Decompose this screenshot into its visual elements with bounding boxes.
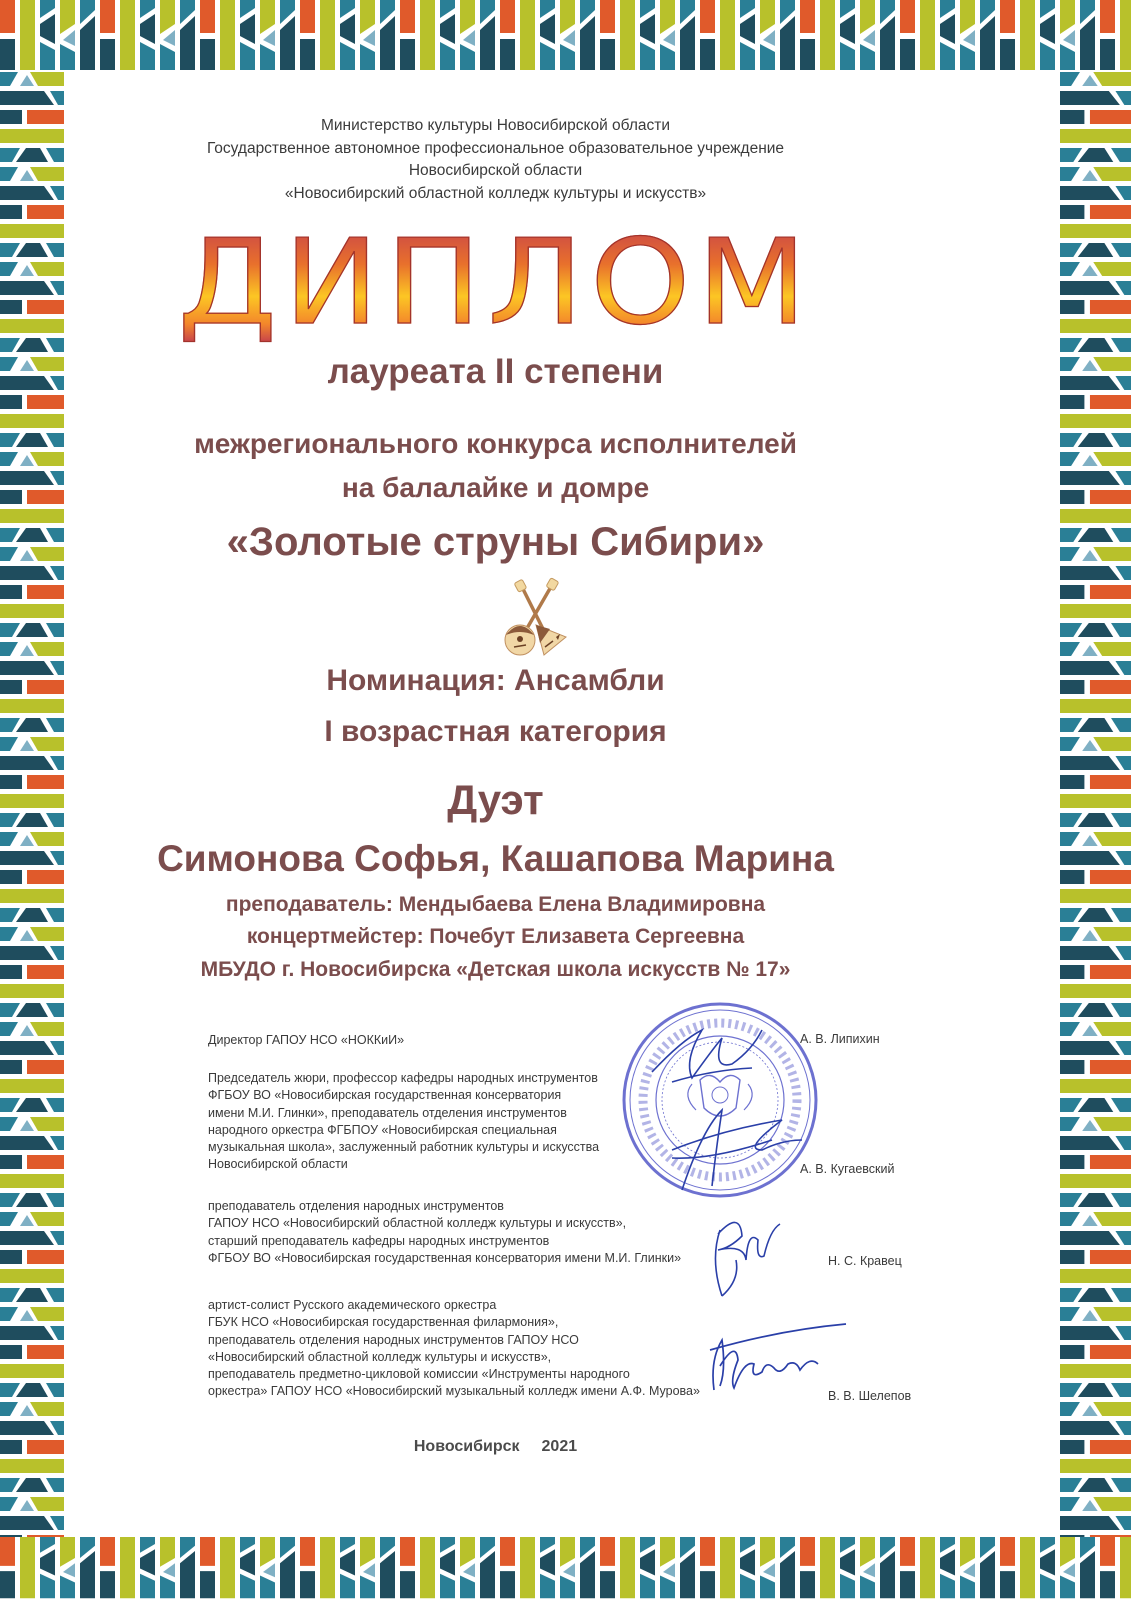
- contest-description-line1: межрегионального конкурса исполнителей: [194, 428, 797, 459]
- role-line: ГАПОУ НСО «Новосибирский областной колледж культуры и искусств»,: [208, 1216, 627, 1231]
- role-line: преподаватель отделения народных инструментов: [208, 1199, 504, 1213]
- role-line: «Новосибирский областной колледж культуры и искусств»,: [208, 1349, 552, 1364]
- role-line: ГБУК НСО «Новосибирская государственная филармония»,: [208, 1315, 559, 1330]
- school-credit: МБУДО г. Новосибирска «Детская школа искусств № 17»: [200, 958, 791, 981]
- city: Новосибирск: [413, 1438, 520, 1455]
- role-line: оркестра» ГАПОУ НСО «Новосибирский музыкальный колледж имени А.Ф. Мурова»: [208, 1384, 700, 1399]
- issuer-header: [0, 115, 1061, 205]
- header-line: «Новосибирский областной колледж культуры и искусств»: [284, 184, 707, 202]
- signature-shelepov-icon: [700, 1320, 850, 1395]
- header-line: Министерство культуры Новосибирской области: [320, 117, 671, 134]
- role-line: музыкальная школа», заслуженный работник культуры и искусства: [208, 1140, 600, 1155]
- signature-role-jury-member: [208, 1198, 681, 1267]
- place-and-year: [0, 1438, 1061, 1456]
- signatory-name: В. В. Шелепов: [828, 1389, 912, 1403]
- signature-role-jury-member: [208, 1297, 700, 1401]
- contest-name: «Золотые струны Сибири»: [226, 520, 765, 564]
- header-line: Государственное автономное профессиональное образовательное учреждение: [206, 139, 785, 157]
- signature-kravets-icon: [700, 1200, 790, 1300]
- role-line: преподаватель отделения народных инструментов ГАПОУ НСО: [208, 1332, 579, 1347]
- signatory-name: А. В. Кугаевский: [800, 1162, 895, 1176]
- balalaika-domra-icon: [500, 577, 570, 657]
- border-bottom-mosaic: [0, 1537, 1131, 1600]
- laureate-degree: лауреата II степени: [327, 352, 664, 391]
- role-line: ФГБОУ ВО «Новосибирская государственная консерватория: [208, 1088, 562, 1103]
- diploma-title: ДИПЛОМ: [0, 222, 1106, 342]
- accompanist-credit: концертмейстер: Почебут Елизавета Сергеевна: [246, 925, 745, 948]
- nomination: Номинация: Ансамбли: [326, 664, 665, 697]
- border-top-mosaic: [0, 0, 1131, 72]
- role-line: Директор ГАПОУ НСО «НОККиИ»: [208, 1033, 405, 1047]
- participant-names: Симонова Софья, Кашапова Марина: [157, 838, 834, 879]
- signature-role-director: [208, 1032, 404, 1049]
- signature-role-jury-chair: [208, 1070, 599, 1174]
- role-line: Новосибирской области: [208, 1157, 348, 1172]
- role-line: Председатель жюри, профессор кафедры народных инструментов: [208, 1071, 598, 1085]
- official-stamp-icon: [612, 1000, 828, 1200]
- role-line: народного оркестра ФГБПОУ «Новосибирская специальная: [208, 1122, 557, 1137]
- role-line: преподаватель предметно-цикловой комиссии «Инструменты народного: [208, 1367, 630, 1382]
- role-line: имени М.И. Глинки», преподаватель отделения инструментов: [208, 1105, 567, 1120]
- contest-description-line2: на балалайке и домре: [341, 472, 650, 503]
- teacher-credit: преподаватель: Мендыбаева Елена Владимировна: [225, 893, 766, 916]
- age-category: I возрастная категория: [324, 715, 667, 748]
- signatory-name: А. В. Липихин: [800, 1032, 880, 1046]
- year: 2021: [541, 1438, 578, 1455]
- role-line: артист-солист Русского академического оркестра: [208, 1298, 497, 1312]
- role-line: старший преподаватель кафедры народных инструментов: [208, 1233, 550, 1248]
- ensemble-type: Дуэт: [447, 776, 544, 823]
- signatory-name: Н. С. Кравец: [828, 1254, 902, 1268]
- header-line: Новосибирской области: [408, 162, 583, 179]
- role-line: ФГБОУ ВО «Новосибирская государственная консерватория имени М.И. Глинки»: [208, 1250, 682, 1265]
